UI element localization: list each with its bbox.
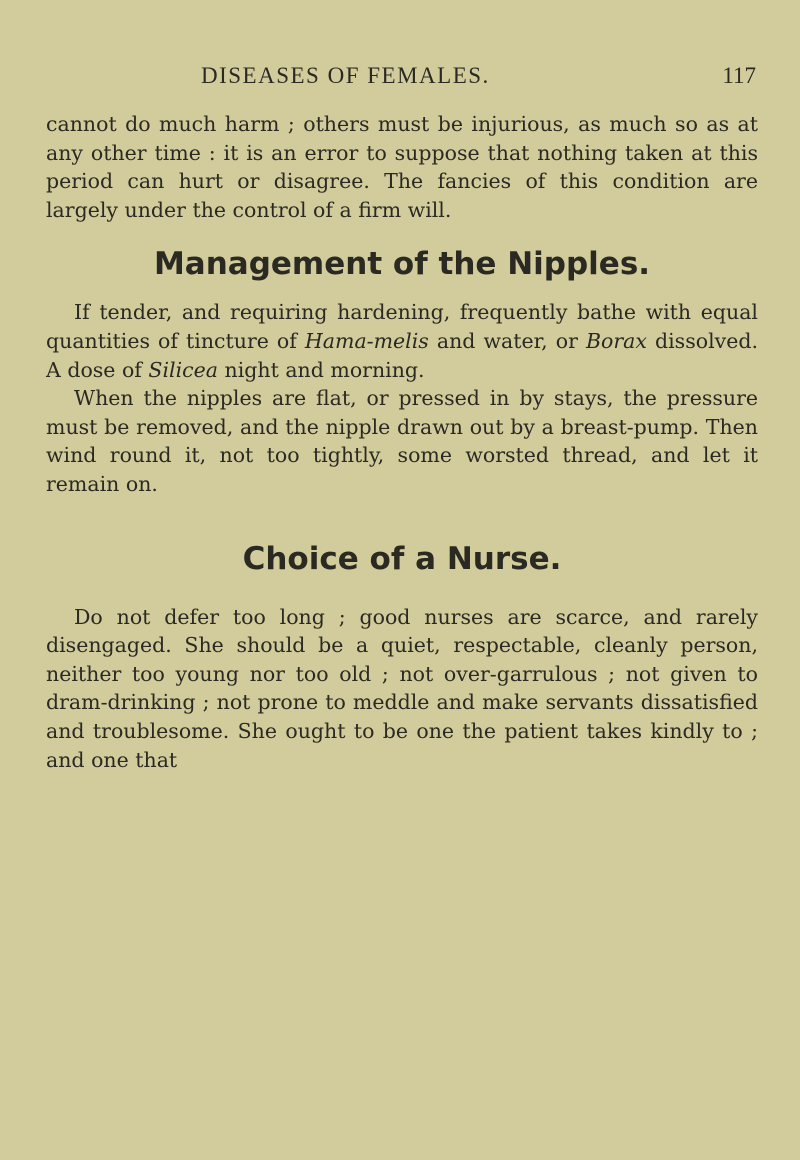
text-run: and water, or (428, 328, 586, 353)
text-run: night and morning. (217, 357, 425, 382)
nipples-paragraph-1 (46, 298, 758, 384)
section-heading-nurse: Choice of a Nurse. (242, 540, 562, 577)
section-heading-nipples: Management of the Nipples. (153, 246, 651, 283)
text-run: If tender, and requiring hardening, frequently bathe with equal quantities of tincture of (46, 300, 758, 353)
remedy-name-silicea: Silicea (148, 357, 218, 382)
nipples-paragraph-2: When the nipples are flat, or pressed in by stays, the pressure must be removed, and the nipple drawn out by a breast-pump. Then wind round it, not too tightly, some worsted thread, and let it remain on. (46, 386, 758, 496)
text-run: dissolved. A dose of (46, 328, 758, 382)
intro-paragraph: cannot do much harm ; others must be injurious, as much so as at any other time : it is an error to suppose that nothing taken at this period can hurt or disagree. The fancies of this condition are largely under the control of a firm will. (46, 112, 758, 222)
page-number: 117 (722, 63, 756, 88)
running-head-title: DISEASES OF FEMALES. (201, 63, 490, 88)
remedy-name-hamamelis: Hama-melis (304, 328, 429, 353)
remedy-name-borax: Borax (585, 328, 647, 353)
nurse-paragraph-1: Do not defer too long ; good nurses are scarce, and rarely disengaged. She should be a quiet, respectable, cleanly person, neither too young nor too old ; not over-garrulous ; not given to dram-drinking ; not prone to meddle and make servants dissatisfied and troublesome. She ought to be one the patient takes kindly to ; and one that (46, 604, 758, 772)
running-head (46, 58, 758, 94)
